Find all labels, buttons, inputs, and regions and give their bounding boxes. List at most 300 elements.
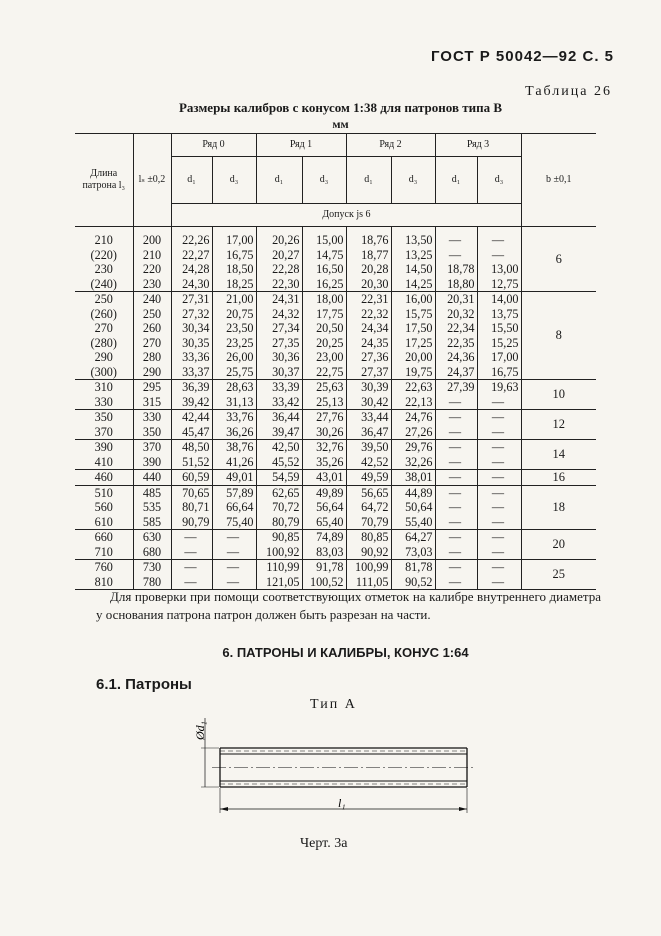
cell-value: 43,01 <box>316 470 344 484</box>
arrow-left <box>220 807 228 811</box>
col-length-header: Длина патрона l₃ <box>75 134 133 227</box>
table-cell <box>133 380 171 410</box>
cell-value: 56,65 <box>361 485 389 500</box>
cell-value: 210 <box>142 247 162 262</box>
table-cell <box>75 410 133 440</box>
cell-value: — <box>184 544 197 559</box>
col-b-header: b ±0,1 <box>521 134 596 227</box>
d3-header: d₃ <box>391 157 435 204</box>
d1-header: d₁ <box>346 157 391 204</box>
cell-value: — <box>448 560 462 574</box>
cell-value: 24,31 <box>272 292 300 306</box>
cell-value: 65,40 <box>316 514 344 529</box>
cell-value: 16,75 <box>491 364 519 379</box>
b-value: 10 <box>552 387 565 402</box>
cell-value: 330 <box>142 410 162 424</box>
cell-value: 49,59 <box>361 470 389 484</box>
table-cell <box>435 380 477 410</box>
cell-value: 22,63 <box>405 380 433 394</box>
b-value: 20 <box>552 537 565 552</box>
cell-value: 710 <box>94 544 113 559</box>
cell-value: 30,39 <box>361 380 389 394</box>
cell-value: 100,99 <box>354 560 389 574</box>
cell-value: 39,50 <box>361 440 389 454</box>
cell-value: — <box>448 574 462 589</box>
cell-value: 38,01 <box>405 470 433 484</box>
cell-value: 290 <box>142 364 162 379</box>
cell-value: 25,75 <box>226 364 254 379</box>
cell-value: 295 <box>142 380 162 394</box>
table-cell <box>477 530 521 560</box>
cell-value: — <box>491 470 505 484</box>
cell-value: 18,50 <box>226 262 254 276</box>
table-row-group <box>75 485 596 530</box>
table-cell <box>256 530 302 560</box>
table-cell <box>477 560 521 590</box>
cell-value: 45,47 <box>182 424 210 439</box>
table-row-group <box>75 560 596 590</box>
arrow-right <box>459 807 467 811</box>
cell-value: 27,26 <box>405 424 433 439</box>
table-cell <box>435 227 477 292</box>
table-cell <box>477 410 521 440</box>
table-cell <box>302 485 346 530</box>
cell-value: 30,36 <box>272 350 300 364</box>
cell-value: 64,72 <box>361 500 389 514</box>
table-cell <box>302 410 346 440</box>
cell-value: 70,72 <box>272 500 300 514</box>
cell-value: 27,31 <box>182 292 210 306</box>
cell-value: 30,26 <box>316 424 344 439</box>
cell-value: 55,40 <box>405 514 433 529</box>
cell-value: 33,39 <box>272 380 300 394</box>
table-cell <box>435 292 477 380</box>
b-value: 25 <box>552 567 565 582</box>
cell-value: — <box>491 233 505 247</box>
cell-value: 250 <box>142 306 162 321</box>
table-cell <box>346 380 391 410</box>
cell-value: — <box>491 514 505 529</box>
cell-value: 22,35 <box>447 335 475 350</box>
cell-value: 33,42 <box>272 394 300 409</box>
cell-value: 54,59 <box>272 470 300 484</box>
row3-header: Ряд 3 <box>435 134 521 157</box>
cell-value: 20,32 <box>447 306 475 321</box>
cell-value: 18,00 <box>316 292 344 306</box>
cell-value: 26,00 <box>226 350 254 364</box>
cell-value: 74,89 <box>316 530 344 544</box>
cell-value: 20,26 <box>272 233 300 247</box>
cell-value: — <box>448 394 462 409</box>
cell-value: — <box>491 394 505 409</box>
cell-value: — <box>226 544 240 559</box>
cell-value: 24,30 <box>182 276 210 291</box>
cell-value: 27,39 <box>447 380 475 394</box>
table-cell <box>346 227 391 292</box>
cell-value: 460 <box>94 470 113 484</box>
cell-value: 80,85 <box>361 530 389 544</box>
cell-value: 39,47 <box>272 424 300 439</box>
tolerance-header: Допуск js 6 <box>171 204 521 227</box>
table-cell <box>391 380 435 410</box>
cell-value: 16,75 <box>226 247 254 262</box>
table-note: Для проверки при помощи соответствующих отметок на калибре внутреннего диаметра у основания патрона патрон должен быть разрезан на части. <box>96 589 601 622</box>
cell-value: 51,52 <box>182 454 210 469</box>
table-cell <box>346 292 391 380</box>
cell-value: 780 <box>142 574 162 589</box>
table-cell <box>75 470 133 486</box>
cell-value: (280) <box>90 335 117 350</box>
cell-value: 14,25 <box>405 276 433 291</box>
cell-value: 22,28 <box>272 262 300 276</box>
cell-value: 90,52 <box>405 574 433 589</box>
cell-value: 83,03 <box>316 544 344 559</box>
cell-value: 390 <box>142 454 162 469</box>
cell-value: 28,63 <box>226 380 254 394</box>
calibre-table <box>75 133 596 590</box>
cell-value: 270 <box>94 321 113 335</box>
table-cell <box>391 440 435 470</box>
table-cell <box>212 560 256 590</box>
cell-value: 24,36 <box>447 350 475 364</box>
cell-value: 44,89 <box>405 485 433 500</box>
cell-value: 110,99 <box>266 560 300 574</box>
cell-value: 24,37 <box>447 364 475 379</box>
table-cell <box>133 530 171 560</box>
cell-value: 13,25 <box>405 247 433 262</box>
table-cell <box>133 227 171 292</box>
table-cell <box>256 485 302 530</box>
table-cell <box>477 485 521 530</box>
cell-value: 24,35 <box>361 335 389 350</box>
cell-value: 30,37 <box>272 364 300 379</box>
cell-value: 100,52 <box>309 574 344 589</box>
table-cell <box>212 380 256 410</box>
table-cell <box>435 530 477 560</box>
table-cell <box>133 470 171 486</box>
cell-value: (220) <box>90 247 117 262</box>
cell-value: 75,40 <box>226 514 254 529</box>
cell-value: 630 <box>142 530 162 544</box>
cell-value: 20,27 <box>272 247 300 262</box>
table-cell <box>256 227 302 292</box>
cell-value: — <box>226 530 240 544</box>
cell-value: 21,00 <box>226 292 254 306</box>
table-cell <box>391 292 435 380</box>
table-cell <box>171 470 212 486</box>
cell-value: (260) <box>90 306 117 321</box>
b-value: 12 <box>552 417 565 432</box>
table-cell <box>212 227 256 292</box>
cell-value: 24,32 <box>272 306 300 321</box>
table-cell <box>133 292 171 380</box>
cell-value: 18,25 <box>226 276 254 291</box>
cell-value: 510 <box>94 485 113 500</box>
cell-value: — <box>448 424 462 439</box>
cell-value: 42,52 <box>361 454 389 469</box>
cell-value: 18,77 <box>361 247 389 262</box>
table-row-group <box>75 440 596 470</box>
cell-value: — <box>491 440 505 454</box>
cell-value: 81,78 <box>405 560 433 574</box>
cell-value: 260 <box>142 321 162 335</box>
cell-value: 32,26 <box>405 454 433 469</box>
cell-value: 90,85 <box>272 530 300 544</box>
cell-value: 13,00 <box>491 262 519 276</box>
cell-value: 20,00 <box>405 350 433 364</box>
table-row-group <box>75 227 596 292</box>
cell-value: 36,47 <box>361 424 389 439</box>
cell-value: 19,63 <box>491 380 519 394</box>
table-cell <box>346 470 391 486</box>
cell-value: 290 <box>94 350 113 364</box>
cell-value: 70,65 <box>182 485 210 500</box>
cell-value: 22,27 <box>182 247 210 262</box>
cell-value: 70,79 <box>361 514 389 529</box>
cell-value: 22,32 <box>361 306 389 321</box>
cell-value: — <box>448 514 462 529</box>
cell-value: 90,92 <box>361 544 389 559</box>
cell-value: 33,76 <box>226 410 254 424</box>
cell-value: — <box>226 560 240 574</box>
cell-value: 30,34 <box>182 321 210 335</box>
page-header: ГОСТ Р 50042—92 С. 5 <box>430 48 614 65</box>
table-cell <box>171 440 212 470</box>
cell-value: 15,50 <box>491 321 519 335</box>
cell-value: 810 <box>94 574 113 589</box>
cell-value: 16,50 <box>316 262 344 276</box>
table-cell <box>171 410 212 440</box>
table-cell <box>256 560 302 590</box>
table-row-group <box>75 410 596 440</box>
cell-value: — <box>491 500 505 514</box>
cell-value: 33,44 <box>361 410 389 424</box>
cell-value: 42,44 <box>182 410 210 424</box>
table-cell <box>346 560 391 590</box>
cell-value: 23,50 <box>226 321 254 335</box>
cell-value: 18,80 <box>447 276 475 291</box>
table-cell <box>302 380 346 410</box>
row2-header: Ряд 2 <box>346 134 435 157</box>
cell-value: — <box>448 500 462 514</box>
table-units: мм <box>332 117 349 131</box>
cell-value: 370 <box>142 440 162 454</box>
cell-value: 36,26 <box>226 424 254 439</box>
cell-value: 27,32 <box>182 306 210 321</box>
cell-value: 16,00 <box>405 292 433 306</box>
cell-value: 20,25 <box>316 335 344 350</box>
table-cell <box>391 485 435 530</box>
cell-value: 50,64 <box>405 500 433 514</box>
dim-length-label: l₁ <box>338 796 346 810</box>
table-cell <box>133 440 171 470</box>
cell-value: 25,63 <box>316 380 344 394</box>
cell-value: 91,78 <box>316 560 344 574</box>
b-value: 8 <box>555 328 562 343</box>
cell-value: 390 <box>94 440 113 454</box>
table-cell <box>212 470 256 486</box>
cell-value: 49,01 <box>226 470 254 484</box>
cell-value: 73,03 <box>405 544 433 559</box>
d1-header: d₁ <box>256 157 302 204</box>
cell-value: 370 <box>94 424 113 439</box>
table-label: Таблица 26 <box>525 84 612 99</box>
cell-value: 410 <box>94 454 113 469</box>
cell-value: 24,76 <box>405 410 433 424</box>
cell-value: 32,76 <box>316 440 344 454</box>
cell-value: — <box>448 410 462 424</box>
table-cell <box>302 530 346 560</box>
table-cell <box>391 530 435 560</box>
cell-value: 56,64 <box>316 500 344 514</box>
cell-value: 36,44 <box>272 410 300 424</box>
dim-diameter-label: Ød₁ <box>193 721 207 740</box>
table-cell <box>302 470 346 486</box>
cell-value: 27,37 <box>361 364 389 379</box>
table-cell <box>75 227 133 292</box>
table-cell <box>212 410 256 440</box>
d1-header: d₁ <box>171 157 212 204</box>
cell-value: 22,26 <box>182 233 210 247</box>
table-cell <box>391 410 435 440</box>
cell-value: 20,30 <box>361 276 389 291</box>
cell-value: 42,50 <box>272 440 300 454</box>
cell-value: 48,50 <box>182 440 210 454</box>
cell-value: 760 <box>94 560 113 574</box>
cell-value: — <box>491 574 505 589</box>
cell-value: 23,00 <box>316 350 344 364</box>
cell-value: 27,76 <box>316 410 344 424</box>
table-cell <box>302 292 346 380</box>
cell-value: 121,05 <box>265 574 300 589</box>
cell-value: 64,27 <box>405 530 433 544</box>
table-cell <box>435 560 477 590</box>
cell-value: 22,31 <box>361 292 389 306</box>
section-title: 6. ПАТРОНЫ И КАЛИБРЫ, КОНУС 1:64 <box>222 645 469 660</box>
cell-value: 17,25 <box>405 335 433 350</box>
cell-value: 80,71 <box>182 500 210 514</box>
table-title: Размеры калибров с конусом 1:38 для патронов типа B <box>178 100 503 115</box>
cell-value: 680 <box>142 544 162 559</box>
cell-value: — <box>491 544 505 559</box>
cell-value: 27,36 <box>361 350 389 364</box>
table-cell <box>302 440 346 470</box>
cell-value: (300) <box>90 364 117 379</box>
cell-value: — <box>448 544 462 559</box>
cell-value: 33,37 <box>182 364 210 379</box>
cell-value: — <box>491 454 505 469</box>
cell-value: 17,75 <box>316 306 344 321</box>
table-cell <box>212 485 256 530</box>
table-cell <box>212 292 256 380</box>
cell-value: 17,00 <box>226 233 254 247</box>
cell-value: 20,31 <box>447 292 475 306</box>
table-cell <box>75 530 133 560</box>
cell-value: 585 <box>142 514 162 529</box>
b-value: 14 <box>552 447 565 462</box>
table-cell <box>346 440 391 470</box>
cell-value: 20,50 <box>316 321 344 335</box>
cell-value: 111,05 <box>355 574 389 589</box>
table-cell <box>477 440 521 470</box>
table-cell <box>212 440 256 470</box>
cell-value: 39,42 <box>182 394 210 409</box>
cell-value: 15,00 <box>316 233 344 247</box>
cell-value: 230 <box>94 262 113 276</box>
d3-header: d₃ <box>477 157 521 204</box>
table-cell <box>302 560 346 590</box>
cell-value: 29,76 <box>405 440 433 454</box>
cell-value: 100,92 <box>265 544 300 559</box>
cell-value: 310 <box>94 380 113 394</box>
table-cell <box>346 410 391 440</box>
cell-value: 20,75 <box>226 306 254 321</box>
cell-value: 210 <box>94 233 113 247</box>
cell-value: 12,75 <box>491 276 519 291</box>
table-cell <box>75 292 133 380</box>
cell-value: 80,79 <box>272 514 300 529</box>
table-cell <box>346 530 391 560</box>
cell-value: 350 <box>94 410 113 424</box>
table-cell <box>256 380 302 410</box>
row1-header: Ряд 1 <box>256 134 346 157</box>
cell-value: — <box>491 560 505 574</box>
cell-value: — <box>491 424 505 439</box>
table-cell <box>171 560 212 590</box>
cell-value: — <box>448 530 462 544</box>
cell-value: 60,59 <box>182 470 210 484</box>
subsection-title: 6.1. Патроны <box>96 676 192 693</box>
cell-value: 315 <box>142 394 162 409</box>
cell-value: 17,00 <box>491 350 519 364</box>
table-cell <box>435 440 477 470</box>
table-cell <box>477 380 521 410</box>
cell-value: 25,13 <box>316 394 344 409</box>
row0-header: Ряд 0 <box>171 134 256 157</box>
col-ls-header: lₛ ±0,2 <box>133 134 171 227</box>
cell-value: 27,34 <box>272 321 300 335</box>
cell-value: — <box>448 485 462 500</box>
cell-value: 22,30 <box>272 276 300 291</box>
table-cell <box>75 380 133 410</box>
cell-value: 730 <box>142 560 162 574</box>
cell-value: 14,50 <box>405 262 433 276</box>
cell-value: 27,35 <box>272 335 300 350</box>
cell-value: (240) <box>90 276 117 291</box>
table-cell <box>477 470 521 486</box>
cell-value: 49,89 <box>316 485 344 500</box>
cell-value: 610 <box>94 514 113 529</box>
cell-value: 30,42 <box>361 394 389 409</box>
table-cell <box>435 470 477 486</box>
table-cell <box>391 560 435 590</box>
table-cell <box>133 560 171 590</box>
cell-value: 62,65 <box>272 485 300 500</box>
cell-value: 19,75 <box>405 364 433 379</box>
table-cell <box>212 530 256 560</box>
cell-value: 240 <box>142 292 162 306</box>
table-cell <box>435 485 477 530</box>
cell-value: 16,25 <box>316 276 344 291</box>
b-value: 18 <box>552 500 565 514</box>
cell-value: 535 <box>142 500 162 514</box>
table-row-group <box>75 292 596 380</box>
cell-value: — <box>491 410 505 424</box>
table-cell <box>75 440 133 470</box>
cell-value: 560 <box>94 500 113 514</box>
cell-value: 230 <box>142 276 162 291</box>
cell-value: 31,13 <box>226 394 254 409</box>
